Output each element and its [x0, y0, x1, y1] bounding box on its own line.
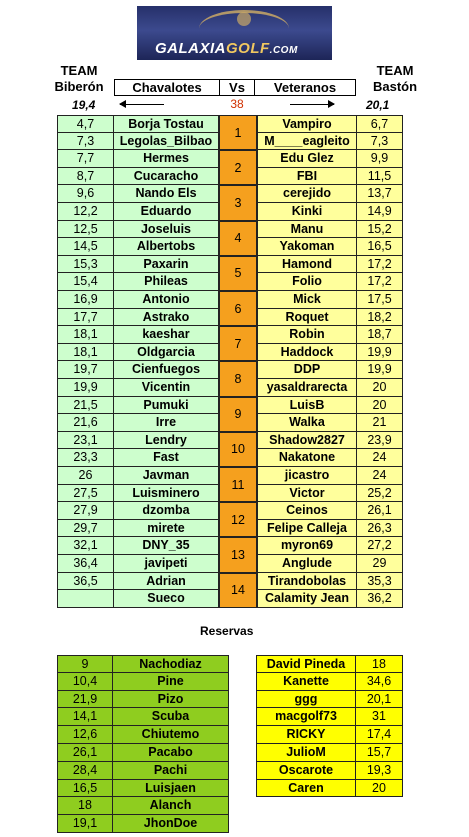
reserve-left-row [57, 691, 229, 709]
right-handicap: 27,2 [357, 537, 403, 555]
reserve-left-row [57, 780, 229, 798]
left-handicap: 19,7 [57, 361, 114, 379]
reserve-left-row [57, 815, 229, 833]
left-player: Javman [114, 467, 219, 485]
right-handicap: 17,5 [357, 291, 403, 309]
left-player: Eduardo [114, 203, 219, 221]
left-handicap: 23,3 [57, 449, 114, 467]
reserve-player: Scuba [113, 708, 229, 726]
left-handicap: 27,5 [57, 485, 114, 503]
reserve-handicap: 21,9 [57, 691, 113, 709]
right-player: LuisB [257, 397, 357, 415]
left-handicap: 26 [57, 467, 114, 485]
right-handicap: 35,3 [357, 573, 403, 591]
left-handicap: 7,3 [57, 133, 114, 151]
total-pairs: 38 [230, 97, 244, 111]
left-handicap: 12,5 [57, 221, 114, 239]
pair-number: 8 [219, 361, 257, 396]
reserve-player: Alanch [113, 797, 229, 815]
reserve-left-row [57, 655, 229, 673]
left-player: Oldgarcia [114, 344, 219, 362]
golfer-head-icon [237, 12, 251, 26]
logo-text: GALAXIAGOLF.COM [155, 40, 298, 57]
reserve-handicap: 15,7 [356, 744, 403, 762]
reserve-right-row [256, 762, 403, 780]
right-handicap: 18,2 [357, 309, 403, 327]
left-handicap: 19,9 [57, 379, 114, 397]
pair-number: 11 [219, 467, 257, 502]
right-player: FBI [257, 168, 357, 186]
right-handicap: 20 [357, 379, 403, 397]
left-handicap: 21,6 [57, 414, 114, 432]
right-player: Vampiro [257, 115, 357, 133]
right-player: Manu [257, 221, 357, 239]
right-handicap: 17,2 [357, 256, 403, 274]
right-handicap: 19,9 [357, 344, 403, 362]
left-player: mirete [114, 520, 219, 538]
reserve-handicap: 31 [356, 708, 403, 726]
reserve-handicap: 20 [356, 780, 403, 798]
reserve-left-row [57, 744, 229, 762]
pair-number: 13 [219, 537, 257, 572]
reserve-handicap: 19,1 [57, 815, 113, 833]
reserve-player: Nachodiaz [113, 655, 229, 673]
right-player: myron69 [257, 537, 357, 555]
reserve-player: Pizo [113, 691, 229, 709]
left-handicap: 16,9 [57, 291, 114, 309]
team-right-label: TEAM [376, 63, 414, 78]
left-player: Borja Tostau [114, 115, 219, 133]
team-left-handicap: 19,4 [72, 98, 96, 112]
team-right-name: Bastón [372, 79, 418, 94]
left-player: Pumuki [114, 397, 219, 415]
right-handicap: 29 [357, 555, 403, 573]
left-handicap: 15,4 [57, 273, 114, 291]
reserve-right-row [256, 691, 403, 709]
reserve-player: JulioM [256, 744, 356, 762]
left-player: Nando Els [114, 185, 219, 203]
right-handicap: 24 [357, 467, 403, 485]
reserve-left-row [57, 726, 229, 744]
right-handicap: 17,2 [357, 273, 403, 291]
left-player: kaeshar [114, 326, 219, 344]
reserve-handicap: 18 [57, 797, 113, 815]
reserve-player: Kanette [256, 673, 356, 691]
reserve-player: ggg [256, 691, 356, 709]
right-handicap: 23,9 [357, 432, 403, 450]
right-handicap: 26,1 [357, 502, 403, 520]
reserve-handicap: 10,4 [57, 673, 113, 691]
team-right-handicap: 20,1 [366, 98, 390, 112]
right-player: Anglude [257, 555, 357, 573]
reserve-handicap: 12,6 [57, 726, 113, 744]
team-left-title [40, 63, 118, 95]
reserve-handicap: 34,6 [356, 673, 403, 691]
reserve-handicap: 17,4 [356, 726, 403, 744]
reserve-right-row [256, 673, 403, 691]
left-player: Sueco [114, 590, 219, 608]
reserve-handicap: 19,3 [356, 762, 403, 780]
reserve-right-row [256, 708, 403, 726]
right-player: Walka [257, 414, 357, 432]
right-player: Ceinos [257, 502, 357, 520]
reserve-handicap: 14,1 [57, 708, 113, 726]
reserve-player: JhonDoe [113, 815, 229, 833]
reserve-player: Pacabo [113, 744, 229, 762]
right-player: Victor [257, 485, 357, 503]
left-player: DNY_35 [114, 537, 219, 555]
right-player: Shadow2827 [257, 432, 357, 450]
left-player: Irre [114, 414, 219, 432]
pair-number: 5 [219, 256, 257, 291]
right-handicap: 24 [357, 449, 403, 467]
left-handicap: 4,7 [57, 115, 114, 133]
right-player: Haddock [257, 344, 357, 362]
reserve-right-row [256, 744, 403, 762]
left-handicap: 12,2 [57, 203, 114, 221]
galaxiagolf-logo [137, 6, 332, 60]
pair-number: 2 [219, 150, 257, 185]
pair-number: 9 [219, 397, 257, 432]
reserve-handicap: 16,5 [57, 780, 113, 798]
left-handicap: 18,1 [57, 344, 114, 362]
left-handicap: 15,3 [57, 256, 114, 274]
left-handicap: 21,5 [57, 397, 114, 415]
left-handicap: 8,7 [57, 168, 114, 186]
right-handicap: 9,9 [357, 150, 403, 168]
reservas-title: Reservas [200, 624, 254, 638]
right-handicap: 20 [357, 397, 403, 415]
pair-number: 1 [219, 115, 257, 150]
team-left-name: Biberón [54, 79, 104, 94]
left-player: Adrian [114, 573, 219, 591]
pair-number: 7 [219, 326, 257, 361]
left-player: Cienfuegos [114, 361, 219, 379]
reserve-player: Luisjaen [113, 780, 229, 798]
left-player: Antonio [114, 291, 219, 309]
right-handicap: 11,5 [357, 168, 403, 186]
left-player: Legolas_Bilbao [114, 133, 219, 151]
right-player: yasaldrarecta [257, 379, 357, 397]
right-player: Folio [257, 273, 357, 291]
reserve-handicap: 18 [356, 655, 403, 673]
left-player: Paxarin [114, 256, 219, 274]
reserve-left-row [57, 708, 229, 726]
right-player: Felipe Calleja [257, 520, 357, 538]
right-handicap: 7,3 [357, 133, 403, 151]
left-player: Albertobs [114, 238, 219, 256]
right-player: jicastro [257, 467, 357, 485]
arrow-left-icon [120, 104, 164, 105]
left-player: Joseluis [114, 221, 219, 239]
reserve-handicap: 28,4 [57, 762, 113, 780]
right-player: Hamond [257, 256, 357, 274]
reserve-handicap: 9 [57, 655, 113, 673]
left-handicap: 29,7 [57, 520, 114, 538]
column-header-veteranos: Veteranos [254, 79, 356, 96]
left-player: Lendry [114, 432, 219, 450]
right-player: Edu Glez [257, 150, 357, 168]
reserve-left-row [57, 673, 229, 691]
reserve-player: RICKY [256, 726, 356, 744]
team-right-title [356, 63, 434, 95]
left-handicap: 9,6 [57, 185, 114, 203]
reserve-player: David Pineda [256, 655, 356, 673]
right-handicap: 6,7 [357, 115, 403, 133]
right-player: Calamity Jean [257, 590, 357, 608]
left-player: Fast [114, 449, 219, 467]
reserve-player: Caren [256, 780, 356, 798]
left-player: Astrako [114, 309, 219, 327]
column-header-vs: Vs [219, 79, 255, 96]
left-handicap: 14,5 [57, 238, 114, 256]
reserve-left-row [57, 797, 229, 815]
pair-number: 6 [219, 291, 257, 326]
right-handicap: 19,9 [357, 361, 403, 379]
left-player: Luisminero [114, 485, 219, 503]
right-handicap: 26,3 [357, 520, 403, 538]
right-player: M____eagleito [257, 133, 357, 151]
column-header-chavalotes: Chavalotes [114, 79, 220, 96]
left-handicap: 17,7 [57, 309, 114, 327]
right-player: Yakoman [257, 238, 357, 256]
right-handicap: 15,2 [357, 221, 403, 239]
left-handicap: 7,7 [57, 150, 114, 168]
left-player: dzomba [114, 502, 219, 520]
reserve-player: macgolf73 [256, 708, 356, 726]
team-left-label: TEAM [60, 63, 98, 78]
reserve-handicap: 20,1 [356, 691, 403, 709]
reserve-handicap: 26,1 [57, 744, 113, 762]
reserve-left-row [57, 762, 229, 780]
left-handicap: 32,1 [57, 537, 114, 555]
left-handicap [57, 590, 114, 608]
left-handicap: 36,5 [57, 573, 114, 591]
left-player: Vicentin [114, 379, 219, 397]
right-player: Roquet [257, 309, 357, 327]
left-player: Hermes [114, 150, 219, 168]
right-player: Robin [257, 326, 357, 344]
left-player: Cucaracho [114, 168, 219, 186]
left-handicap: 18,1 [57, 326, 114, 344]
right-player: cerejido [257, 185, 357, 203]
right-handicap: 14,9 [357, 203, 403, 221]
reserve-player: Pachi [113, 762, 229, 780]
right-player: DDP [257, 361, 357, 379]
arrow-right-icon [290, 104, 334, 105]
right-player: Tirandobolas [257, 573, 357, 591]
left-handicap: 36,4 [57, 555, 114, 573]
right-player: Kinki [257, 203, 357, 221]
pair-number: 3 [219, 185, 257, 220]
left-player: javipeti [114, 555, 219, 573]
reserve-player: Chiutemo [113, 726, 229, 744]
pair-number: 14 [219, 573, 257, 608]
right-handicap: 36,2 [357, 590, 403, 608]
pair-number: 10 [219, 432, 257, 467]
reserve-right-row [256, 780, 403, 798]
pair-number: 4 [219, 221, 257, 256]
reserve-right-row [256, 726, 403, 744]
right-handicap: 21 [357, 414, 403, 432]
right-player: Nakatone [257, 449, 357, 467]
reserve-player: Oscarote [256, 762, 356, 780]
right-handicap: 16,5 [357, 238, 403, 256]
right-player: Mick [257, 291, 357, 309]
right-handicap: 13,7 [357, 185, 403, 203]
reserve-player: Pine [113, 673, 229, 691]
reserve-right-row [256, 655, 403, 673]
pair-number: 12 [219, 502, 257, 537]
left-handicap: 27,9 [57, 502, 114, 520]
left-handicap: 23,1 [57, 432, 114, 450]
left-player: Phileas [114, 273, 219, 291]
right-handicap: 18,7 [357, 326, 403, 344]
right-handicap: 25,2 [357, 485, 403, 503]
